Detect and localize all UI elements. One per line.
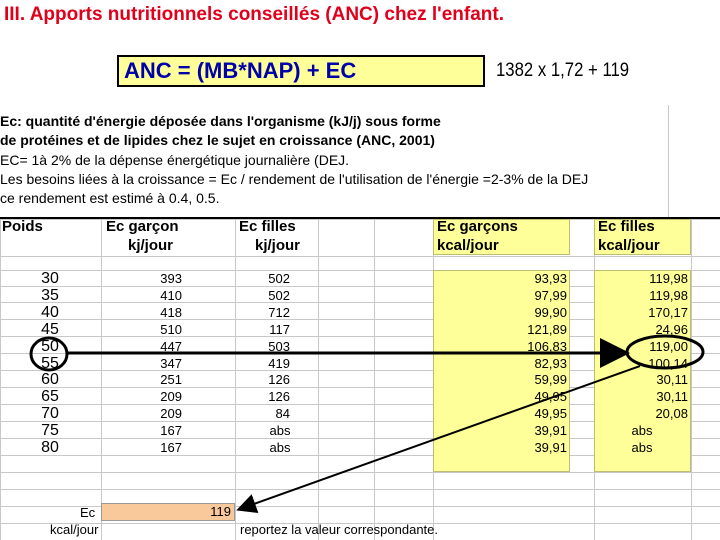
circle-poids-50	[31, 338, 67, 370]
row-ec-garcons-kcal[interactable]: 59,99	[534, 372, 567, 387]
page-title: III. Apports nutritionnels conseillés (ANC) chez l'enfant.	[4, 4, 504, 25]
row-ec-garcons-kcal[interactable]: 106,83	[527, 339, 567, 354]
row-poids[interactable]: 30	[41, 270, 59, 287]
row-ec-filles-kcal[interactable]: 20,08	[655, 406, 688, 421]
row-ec-filles-kcal[interactable]: 24,96	[655, 322, 688, 337]
ec-label: Ec	[80, 505, 96, 520]
row-ec-garcons-kcal[interactable]: 39,91	[534, 440, 567, 455]
row-ec-filles-kcal[interactable]: 119,98	[649, 288, 688, 303]
row-ec-filles-kj[interactable]: abs	[269, 440, 291, 455]
arrow-value-to-input	[240, 366, 640, 509]
note-line-1: Ec: quantité d'énergie déposée dans l'organisme (kJ/j) sous forme	[0, 113, 441, 129]
note-line-4: Les besoins liées à la croissance = Ec / rendement de l'utilisation de l'énergie =2-3% de la DEJ	[0, 171, 589, 187]
row-ec-garcon-kj[interactable]: 410	[160, 288, 182, 303]
row-ec-filles-kj[interactable]: 126	[268, 372, 290, 387]
row-ec-filles-kcal[interactable]: abs	[631, 423, 653, 438]
row-ec-filles-kcal[interactable]: 30,11	[656, 389, 688, 404]
row-ec-garcon-kj[interactable]: 251	[160, 372, 182, 387]
formula-text: ANC = (MB*NAP) + EC	[124, 58, 357, 83]
ec-value-cell[interactable]: 119	[101, 503, 235, 521]
row-poids[interactable]: 50	[41, 338, 59, 355]
row-poids[interactable]: 75	[41, 422, 59, 439]
row-poids[interactable]: 60	[41, 371, 59, 388]
row-ec-filles-kj[interactable]: 117	[269, 322, 290, 337]
row-poids[interactable]: 35	[41, 287, 59, 304]
row-ec-garcons-kcal[interactable]: 49,95	[534, 406, 567, 421]
row-ec-garcons-kcal[interactable]: 39,91	[534, 423, 567, 438]
row-ec-garcon-kj[interactable]: 347	[160, 356, 182, 371]
header-ec-filles-kcal-unit: kcal/jour	[598, 237, 660, 254]
row-ec-filles-kcal[interactable]: abs	[631, 440, 653, 455]
row-ec-filles-kcal[interactable]: 170,17	[648, 305, 688, 320]
row-ec-garcons-kcal[interactable]: 99,90	[534, 305, 567, 320]
header-ec-garcons-kcal: Ec garçons	[437, 218, 518, 235]
row-ec-garcon-kj[interactable]: 209	[160, 406, 182, 421]
row-ec-garcons-kcal[interactable]: 97,99	[534, 288, 567, 303]
row-poids[interactable]: 55	[41, 355, 59, 372]
row-ec-filles-kcal[interactable]: 119,00	[649, 339, 688, 354]
row-ec-garcons-kcal[interactable]: 121,89	[527, 322, 567, 337]
ec-instruction: reportez la valeur correspondante.	[240, 522, 439, 537]
row-ec-filles-kj[interactable]: 126	[268, 389, 290, 404]
header-ec-garcons-kcal-unit: kcal/jour	[437, 237, 499, 254]
row-ec-garcon-kj[interactable]: 510	[160, 322, 182, 337]
row-ec-filles-kj[interactable]: 419	[268, 356, 290, 371]
row-ec-garcon-kj[interactable]: 209	[160, 389, 182, 404]
note-line-3: EC= 1à 2% de la dépense énergétique journalière (DEJ.	[0, 152, 350, 168]
row-ec-garcon-kj[interactable]: 167	[160, 423, 182, 438]
row-ec-garcons-kcal[interactable]: 49,95	[534, 389, 567, 404]
calculation-text: 1382 x 1,72 + 119	[496, 60, 630, 81]
row-ec-filles-kj[interactable]: 502	[268, 288, 290, 303]
row-ec-garcon-kj[interactable]: 393	[160, 271, 182, 286]
row-ec-filles-kj[interactable]: 502	[268, 271, 290, 286]
header-ec-garcon-unit: kj/jour	[128, 237, 174, 254]
circle-value-119	[627, 336, 703, 368]
row-ec-filles-kcal[interactable]: 119,98	[649, 271, 688, 286]
header-ec-garcon: Ec garçon	[106, 218, 179, 235]
header-poids: Poids	[2, 218, 43, 235]
row-ec-filles-kj[interactable]: 84	[275, 406, 290, 421]
header-ec-filles-unit: kj/jour	[255, 237, 301, 254]
row-ec-filles-kj[interactable]: 503	[268, 339, 290, 354]
note-line-2: de protéines et de lipides chez le sujet en croissance (ANC, 2001)	[0, 132, 435, 148]
row-poids[interactable]: 45	[41, 321, 59, 338]
row-ec-filles-kcal[interactable]: 30,11	[656, 372, 688, 387]
row-ec-filles-kj[interactable]: 712	[268, 305, 290, 320]
row-ec-garcons-kcal[interactable]: 93,93	[534, 271, 567, 286]
row-ec-garcons-kcal[interactable]: 82,93	[534, 356, 567, 371]
row-poids[interactable]: 65	[41, 388, 59, 405]
row-ec-garcon-kj[interactable]: 447	[160, 339, 182, 354]
row-poids[interactable]: 40	[41, 304, 59, 321]
row-ec-garcon-kj[interactable]: 418	[160, 305, 182, 320]
row-ec-garcon-kj[interactable]: 167	[160, 440, 182, 455]
ec-unit-label: kcal/jour	[50, 522, 99, 537]
row-ec-filles-kj[interactable]: abs	[269, 423, 291, 438]
row-poids[interactable]: 80	[41, 439, 59, 456]
header-ec-filles-kcal: Ec filles	[598, 218, 655, 235]
row-poids[interactable]: 70	[41, 405, 59, 422]
header-ec-filles: Ec filles	[239, 218, 296, 235]
row-ec-filles-kcal[interactable]: 100,14	[648, 356, 688, 371]
note-line-5: ce rendement est estimé à 0.4, 0.5.	[0, 190, 220, 206]
